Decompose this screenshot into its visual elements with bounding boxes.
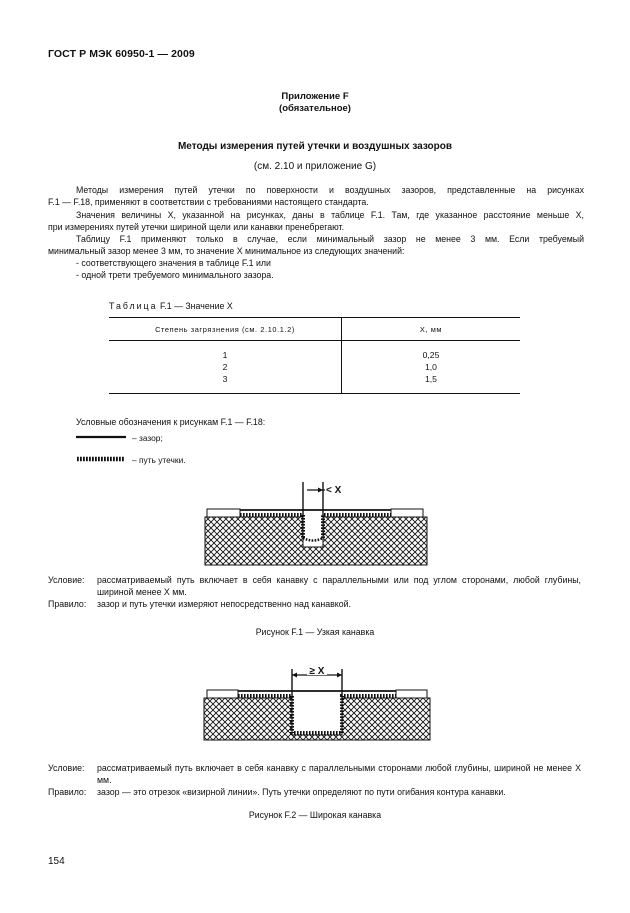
dimension-arrowhead-right [337,673,342,678]
f2-rule-label: Правило: [48,787,87,797]
section-title: Методы измерения путей утечки и воздушных зазоров [177,141,453,152]
section-subtitle: (см. 2.10 и приложение G) [253,161,377,172]
gap-line-symbol [76,433,128,441]
annex-title: Приложение F [281,91,349,102]
right-conductor [396,690,427,698]
legend-intro: Условные обозначения к рисункам F.1 — F.18: [76,417,266,427]
dimension-arrowhead-left [292,673,297,678]
list-item: - соответствующего значения в таблице F.1 или [76,258,271,268]
dimension-label: < X [326,485,342,496]
figure-f2-caption: Рисунок F.2 — Широкая канавка [248,810,382,820]
table-header-x: X, мм [342,318,521,341]
paragraph-2-line-1: Значения величины X, указанной на рисунках, даны в таблице F.1. Там, где указанное расстояние меньше X, [76,210,584,220]
f1-condition-text: рассматриваемый путь включает в себя канавку с параллельными или под углом сторонами, любой глубины, шириной менее X мм. [97,575,581,597]
dimension-label: ≥ X [309,666,325,677]
left-conductor [207,690,238,698]
creepage-path-symbol [76,455,128,463]
table-caption-word: Таблица [109,301,158,311]
figure-f2-wide-groove [204,665,430,745]
paragraph-2-line-2: при измерениях путей утечки шириной щели или канавки пренебрегают. [48,222,345,232]
table-cell-degree: 1 [109,349,342,361]
insulation-block [204,698,430,740]
annex-status: (обязательное) [279,103,351,114]
page-number: 154 [48,856,65,867]
table-cell-x: 0,25 [422,350,440,360]
creepage-path-groove [303,538,323,541]
table-cell-degree: 2 [109,361,342,373]
table-cell-x: 1,0 [425,362,437,372]
document-header: ГОСТ Р МЭК 60950-1 — 2009 [48,48,195,60]
clearance-table [109,317,520,394]
paragraph-3-line-1: Таблицу F.1 применяют только в случае, если минимальный зазор не менее 3 мм. Если требуемый [76,234,584,244]
dimension-arrowhead [318,488,323,493]
right-conductor [391,509,423,517]
list-item: - одной трети требуемого минимального зазора. [76,270,274,280]
f1-rule-text: зазор и путь утечки измеряют непосредственно над канавкой. [97,599,351,609]
table-cell-degree: 3 [109,373,342,385]
figure-f1-caption: Рисунок F.1 — Узкая канавка [255,627,375,637]
table-row [109,349,520,361]
f2-rule-text: зазор — это отрезок «визирной линии». Путь утечки определяют по пути огибания контура канавки. [97,787,506,797]
table-row [109,361,520,373]
legend-gap-label: – зазор; [132,433,163,443]
f2-condition-label: Условие: [48,763,85,773]
paragraph-1-line-1: Методы измерения путей утечки по поверхности и воздушных зазоров, представленные на рисунках [76,185,584,195]
paragraph-3-line-2: минимальный зазор менее 3 мм, то значение X минимальное из следующих значений: [48,246,405,256]
table-cell-x: 1,5 [425,374,437,384]
f2-condition-text: рассматриваемый путь включает в себя канавку с параллельными сторонами любой глубины, шириной не менее X мм. [97,763,581,785]
figure-f1-narrow-groove [205,480,427,570]
table-caption-title: F.1 — Значение X [159,301,233,311]
f1-condition-label: Условие: [48,575,85,585]
table-row [109,373,520,385]
left-conductor [207,509,240,517]
table-caption [109,301,233,311]
f1-rule-label: Правило: [48,599,87,609]
paragraph-1-line-2: F.1 — F.18, применяют в соответствии с требованиями настоящего стандарта. [48,197,369,207]
table-header-degree: Степень загрязнения (см. 2.10.1.2) [109,318,342,341]
legend-path-label: – путь утечки. [132,455,186,465]
